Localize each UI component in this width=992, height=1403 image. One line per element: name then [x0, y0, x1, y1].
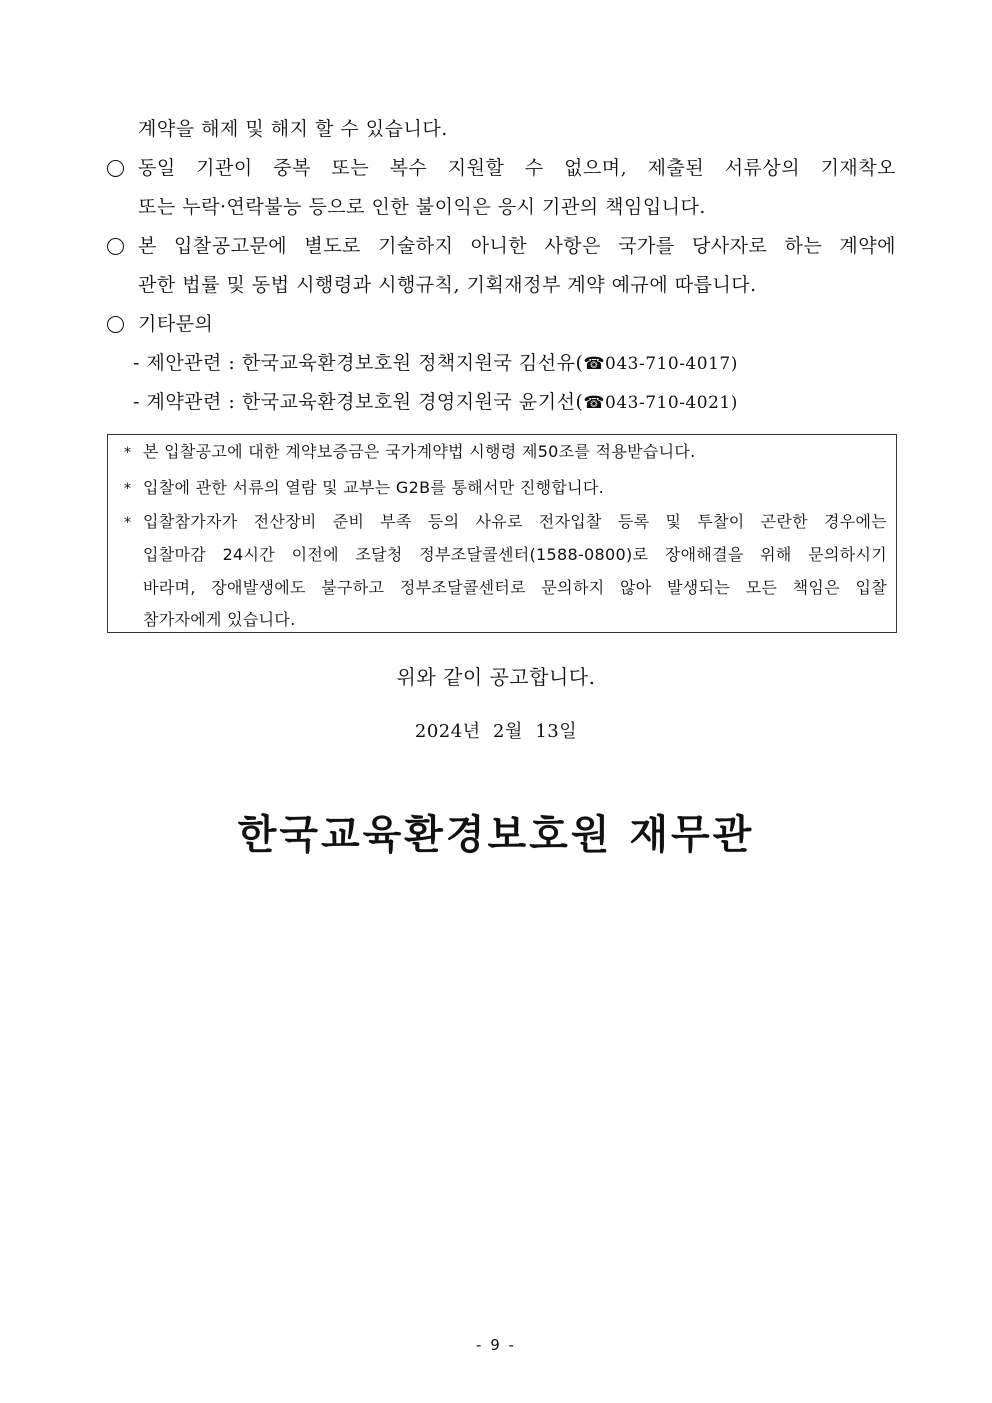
item-1-line-1: 동일 기관이 중복 또는 복수 지원할 수 없으며, 제출된 서류상의 기재착오: [138, 157, 896, 179]
issue-date: 2024년 2월 13일: [414, 721, 578, 742]
issuer-title: 한국교육환경보호원 재무관: [237, 811, 755, 858]
contact-contract-text: - 계약관련 : 한국교육환경보호원 경영지원국 윤기선(: [133, 391, 584, 413]
note-1: 본 입찰공고에 대한 계약보증금은 국가계약법 시행령 제50조를 적용받습니다.: [143, 442, 696, 461]
note-3-line-1: 입찰참가자가 전산장비 준비 부족 등의 사유로 전자입찰 등록 및 투찰이 곤란한 경우에는: [143, 512, 887, 531]
note-3-line-3: 바라며, 장애발생에도 불구하고 정부조달콜센터로 문의하지 않아 발생되는 모든 책임은 입찰: [143, 578, 887, 597]
note-2: 입찰에 관한 서류의 열람 및 교부는 G2B를 통해서만 진행합니다.: [143, 478, 605, 497]
note-3-line-2: 입찰마감 24시간 이전에 조달청 정부조달콜센터(1588-0800)로 장애해결을 위해 문의하시기: [143, 545, 887, 564]
closing-statement: 위와 같이 공고합니다.: [396, 665, 596, 689]
continuation-text: 계약을 해제 및 해지 할 수 있습니다.: [138, 118, 448, 140]
circle-bullet-icon: [107, 316, 124, 333]
item-2-line-2: 관한 법률 및 동법 시행령과 시행규칙, 기획재정부 계약 예규에 따릅니다.: [138, 274, 757, 296]
note-marker: *: [124, 445, 131, 461]
contact-proposal: [133, 350, 738, 377]
circle-bullet-icon: [107, 160, 124, 177]
contact-contract-phone: ☎043-710-4021): [583, 393, 738, 413]
note-3-line-4: 참가자에게 있습니다.: [143, 610, 296, 629]
contact-contract: [133, 389, 738, 416]
note-marker: *: [124, 481, 131, 497]
item-1-line-2: 또는 누락·연락불능 등으로 인한 불이익은 응시 기관의 책임입니다.: [138, 196, 706, 218]
contact-proposal-text: - 제안관련 : 한국교육환경보호원 정책지원국 김선유(: [133, 352, 584, 374]
circle-bullet-icon: [107, 238, 124, 255]
item-2-line-1: 본 입찰공고문에 별도로 기술하지 아니한 사항은 국가를 당사자로 하는 계약에: [138, 235, 896, 257]
page-number: - 9 -: [476, 1336, 516, 1354]
notes-box: [107, 434, 897, 633]
note-marker: *: [124, 515, 131, 531]
item-3-line-1: 기타문의: [138, 313, 214, 335]
contact-proposal-phone: ☎043-710-4017): [583, 354, 738, 374]
